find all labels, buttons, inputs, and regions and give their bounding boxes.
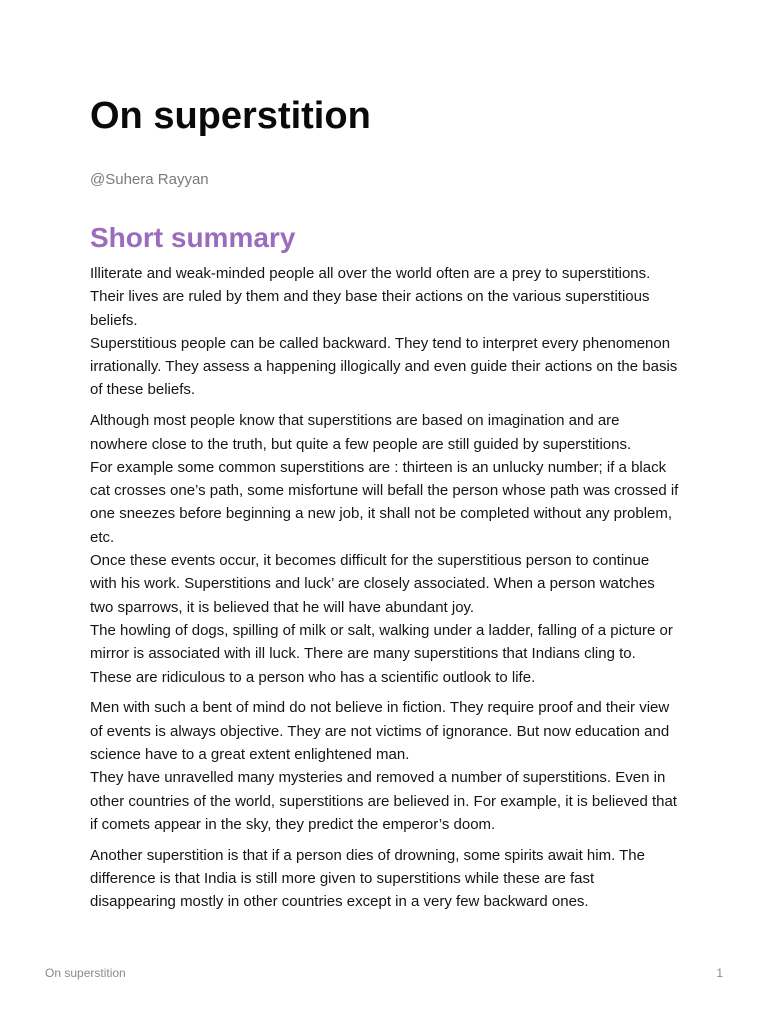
paragraph: Illiterate and weak-minded people all over the world often are a prey to superstitions. Their lives are ruled by them and they base their actions on the various superstitious beliefs. — [90, 265, 651, 329]
footer-page-number: 1 — [716, 966, 723, 980]
paragraph: Although most people know that superstitions are based on imagination and are nowhere close to the truth, but quite a few people are still guided by superstitions. — [90, 412, 632, 453]
author-name: @Suhera Rayyan — [90, 171, 209, 188]
section-heading: Short summary — [90, 222, 296, 253]
paragraph: The howling of dogs, spilling of milk or salt, walking under a ladder, falling of a picture or mirror is associated with ill luck. There are many superstitions that Indians cling to. These are ridiculous to a person who has a scientific outlook to life. — [90, 621, 673, 686]
paragraph: Another superstition is that if a person dies of drowning, some spirits await him. The difference is that India is still more given to superstitions while these are fast disappearing mostly in other countries except in a very few backward ones. — [90, 846, 645, 911]
paragraph: For example some common superstitions are : thirteen is an unlucky number; if a black cat crosses one’s path, some misfortune will befall the person whose path was crossed if one sneezes before beginning a new job, it shall not be completed without any problem, etc. — [90, 458, 679, 546]
summary-body — [90, 262, 680, 914]
page-title: On superstition — [90, 95, 371, 137]
paragraph: Once these events occur, it becomes difficult for the superstitious person to continue with his work. Superstitions and luck’ are closely associated. When a person watches two sparrows, it is believed that he will have abundant joy. — [90, 552, 655, 616]
paragraph: They have unravelled many mysteries and removed a number of superstitions. Even in other countries of the world, superstitions are believed in. For example, it is believed that if comets appear in the sky, they predict the emperor’s doom. — [90, 769, 677, 833]
paragraph: Men with such a bent of mind do not believe in fiction. They require proof and their view of events is always objective. They are not victims of ignorance. But now education and science have to a great extent enlightened man. — [90, 699, 670, 763]
paragraph: Superstitious people can be called backward. They tend to interpret every phenomenon irrationally. They assess a happening illogically and even guide their actions on the basis of these beliefs. — [90, 334, 678, 399]
footer-document-title: On superstition — [45, 966, 126, 980]
